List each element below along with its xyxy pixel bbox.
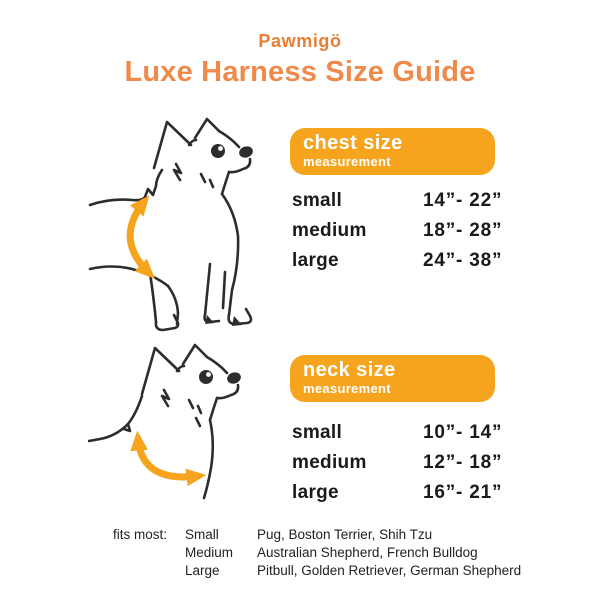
table-row (290, 420, 520, 450)
fits-breeds: Pug, Boston Terrier, Shih Tzu (257, 527, 433, 542)
brand-logo: Pawmigö (258, 31, 342, 51)
table-row (290, 218, 520, 248)
neck-size-badge (290, 355, 495, 402)
neck-badge-title: neck size (303, 359, 396, 381)
fits-size: Medium (185, 545, 234, 560)
chest-measure-arrow-icon (130, 202, 149, 273)
chest-size-table (290, 125, 520, 278)
fits-breeds: Pitbull, Golden Retriever, German Shepherd (257, 563, 522, 578)
size-range: 14”- 22” (423, 190, 503, 211)
table-row (290, 248, 520, 278)
table-row (290, 188, 520, 218)
size-range: 12”- 18” (423, 452, 503, 473)
chest-size-badge (290, 128, 495, 175)
fits-breeds: Australian Shepherd, French Bulldog (257, 545, 478, 560)
table-row (290, 480, 520, 510)
fits-most-section (113, 526, 521, 580)
size-label: large (292, 250, 339, 271)
size-range: 16”- 21” (423, 482, 503, 503)
fits-size: Small (185, 527, 219, 542)
size-range: 18”- 28” (423, 220, 503, 241)
size-range: 10”- 14” (423, 422, 503, 443)
size-range: 24”- 38” (423, 250, 503, 271)
neck-badge-subtitle: measurement (303, 381, 391, 396)
neck-size-rows (290, 420, 520, 510)
fits-most-sizes-column (185, 526, 257, 580)
dog-side-profile-illustration (88, 112, 298, 337)
size-label: large (292, 482, 339, 503)
neck-size-table (290, 352, 520, 510)
chest-size-rows (290, 188, 520, 278)
dog-head-neck-illustration (88, 340, 298, 512)
size-label: small (292, 190, 343, 211)
chest-badge-title: chest size (303, 132, 403, 154)
neck-measure-arrow-icon (138, 439, 198, 477)
chest-badge-subtitle: measurement (303, 154, 391, 169)
size-label: medium (292, 452, 367, 473)
size-label: small (292, 422, 343, 443)
fits-most-breeds-column (257, 526, 521, 580)
fits-size: Large (185, 563, 220, 578)
fits-most-label: fits most: (113, 527, 168, 542)
table-row (290, 450, 520, 480)
dog-body-lines (90, 119, 254, 330)
size-label: medium (292, 220, 367, 241)
page-title: Luxe Harness Size Guide (124, 56, 476, 88)
